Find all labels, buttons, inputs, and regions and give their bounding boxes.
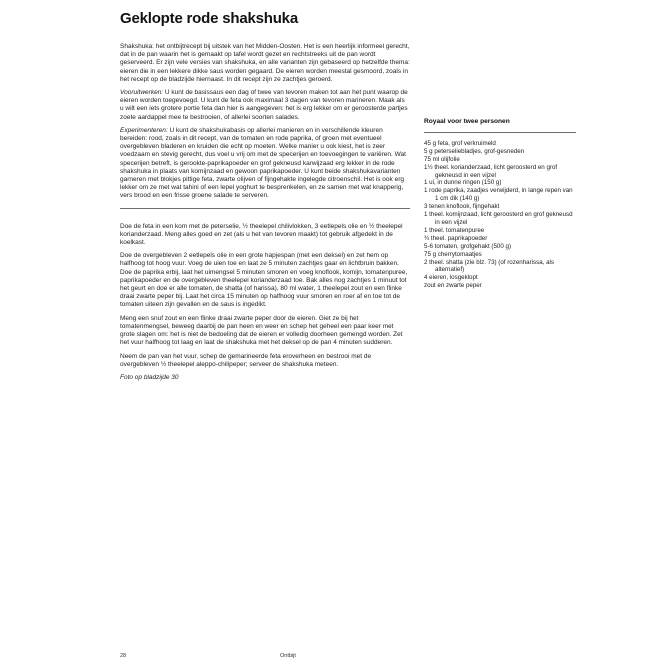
page-number: 28 (120, 653, 127, 659)
experimenteren-text: U kunt de shakshukabasis op allerlei manieren en in verschillende kleuren bereiden: rood, zoals in dit recept, van de tomaten en rode paprika, of groen met eventueel overgebleven bladeren en kruiden die echt op moeten. Welke manier u ook kiest, het is zeer voedzaam en stevig gerecht, dus voel u vrij om met de specerijen en toevoegingen te variëren. Wat specerijen betreft, is gerookte-paprikapoeder en grof gekneusd karwijzaad erg lekker in de rode shakshuka in plaats van komijnzaad en gewoon paprikapoeder. U kunt beide shakshukavarianten garneren met blokjes pittige feta, zwarte olijven of fijngehakte ingelegde citroenschil. Het is ook erg lekker om ze met wat tahini of een lepel yoghurt te besprenkelen, en ze samen met wat knapperig, vers brood en een frisse groene salade te serveren. (120, 126, 406, 200)
intro-section (120, 43, 410, 84)
ingredient-item: 1½ theel. korianderzaad, licht geroosterd en grof gekneusd in een vijzel (424, 163, 558, 179)
ingredient-item: 1 theel. tomatenpuree (424, 226, 485, 234)
sidebar-divider (424, 132, 576, 133)
ingredient-item: 1 rode paprika, zaadjes verwijderd, in lange repen van 1 cm dik (140 g) (424, 187, 573, 203)
servings-heading: Royaal voor twee personen (424, 118, 510, 125)
section-divider (120, 208, 410, 209)
ingredient-item: zout en zwarte peper (424, 282, 482, 290)
ingredient-item: 75 ml olijfolie (424, 155, 460, 163)
ingredient-item: 5 g peterseliebladjes, grof-gesneden (424, 147, 525, 155)
ingredient-item: ¾ theel. paprikapoeder (424, 234, 488, 242)
vooruitwerken-label: Vooruitwerken: (120, 89, 164, 97)
method-step: Doe de overgebleven 2 eetlepels olie in een grote hapjespan (met een deksel) en zet hem op halfhoog tot hoog vuur. Voeg de uien toe en laat ze 5 minuten zachtjes gaar en lichtbruin bakken. Doe de paprika erbij, laat het uimengsel 5 minuten smoren en voeg knoflook, komijn, tomatenpuree, paprikapoeder en de overgebleven theelepel korianderzaad toe. Bak alles nog zachtjes 1 minuut tot het geurt en doe er alle tomaten, de shatta (of harissa), 80 ml water, 1 theelepel zout en een flinke draai zwarte peper bij. Laat het circa 15 minuten op halfhoog vuur smoren en roer af en toe tot de tomaten uiteen zijn gevallen en de saus is ingedikt. (120, 252, 408, 309)
ingredient-item: 75 g cherrytomaatjes (424, 250, 482, 258)
method-step: Meng een snuf zout en een flinke draai zwarte peper door de eieren. Giet ze bij het tomatenmengsel, beweeg daarbij de pan heen en weer en schep het geheel een paar keer met grote slagen om: het is niet de bedoeling dat de eieren er volledig doorheen gemengd worden. Zet het vuur halfhoog tot laag en laat de shakshuka met het deksel op de pan 4 minuten sudderen. (120, 314, 403, 347)
vooruitwerken-paragraph (120, 89, 410, 122)
ingredient-item: 5-6 tomaten, grofgehakt (500 g) (424, 242, 512, 250)
main-column (120, 43, 410, 387)
method-step: Neem de pan van het vuur, schep de gemarineerde feta eroverheen en bestrooi met de overgebleven ½ theelepel aleppo-chilipeper; serveer de shakshuka meteen. (120, 352, 372, 368)
ingredients-sidebar (424, 118, 576, 290)
ingredient-item: 45 g feta, grof verkruimeld (424, 139, 496, 147)
section-name: Ontbijt (280, 653, 296, 659)
ingredient-list (424, 140, 576, 290)
ingredient-item: 4 eieren, losgeklopt (424, 274, 478, 282)
ingredient-item: 1 theel. komijnzaad, licht geroosterd en grof gekneusd in een vijzel (424, 211, 573, 226)
photo-reference: Foto op bladzijde 30 (120, 373, 179, 381)
experimenteren-paragraph (120, 127, 410, 201)
method-section (120, 223, 410, 369)
ingredient-item: 3 tenen knoflook, fijngehakt (424, 203, 500, 211)
ingredient-item: 1 ui, in dunne ringen (150 g) (424, 179, 502, 187)
ingredient-item: 2 theel. shatta (zie blz. 73) (of rozenharissa, als alternatief) (424, 258, 555, 274)
page-title: Geklopte rode shakshuka (120, 10, 298, 27)
method-step: Doe de feta in een kom met de peterselie, ½ theelepel chilivlokken, 3 eetlepels olie en ½ theelepel korianderzaad. Meng alles goed en zet (als u het van tevoren maakt) tot gebruik afgedekt in de koelkast. (120, 222, 403, 247)
intro-paragraph: Shakshuka: het ontbijtrecept bij uitstek van het Midden-Oosten. Het is een heerlijk informeel gerecht, dat in de pan waarin het is gemaakt op tafel wordt gezet en rechtstreeks uit de pan wordt geserveerd. Er zijn vele versies van shakshuka, en alle varianten zijn gebaseerd op hetzelfde thema: eieren die in een lekkere dikke saus worden gegaard. De eieren worden meestal gesmoord, zoals in het recept op de bladzijde hiernaast. In dit recept zijn ze zachtjes geroerd. (120, 43, 410, 83)
experimenteren-label: Experimenteren: (120, 126, 168, 134)
vooruitwerken-text: U kunt de basissaus een dag of twee van tevoren maken tot aan het punt waarop de eieren worden toegevoegd. U kunt de feta ook maximaal 3 dagen van tevoren marineren. Maak als u wilt een iets grotere portie feta dan hier is aangegeven: het is erg lekker om er geroosterde partjes zoete aardappel mee te bestrooien, of allerlei soorten salades. (120, 89, 408, 121)
